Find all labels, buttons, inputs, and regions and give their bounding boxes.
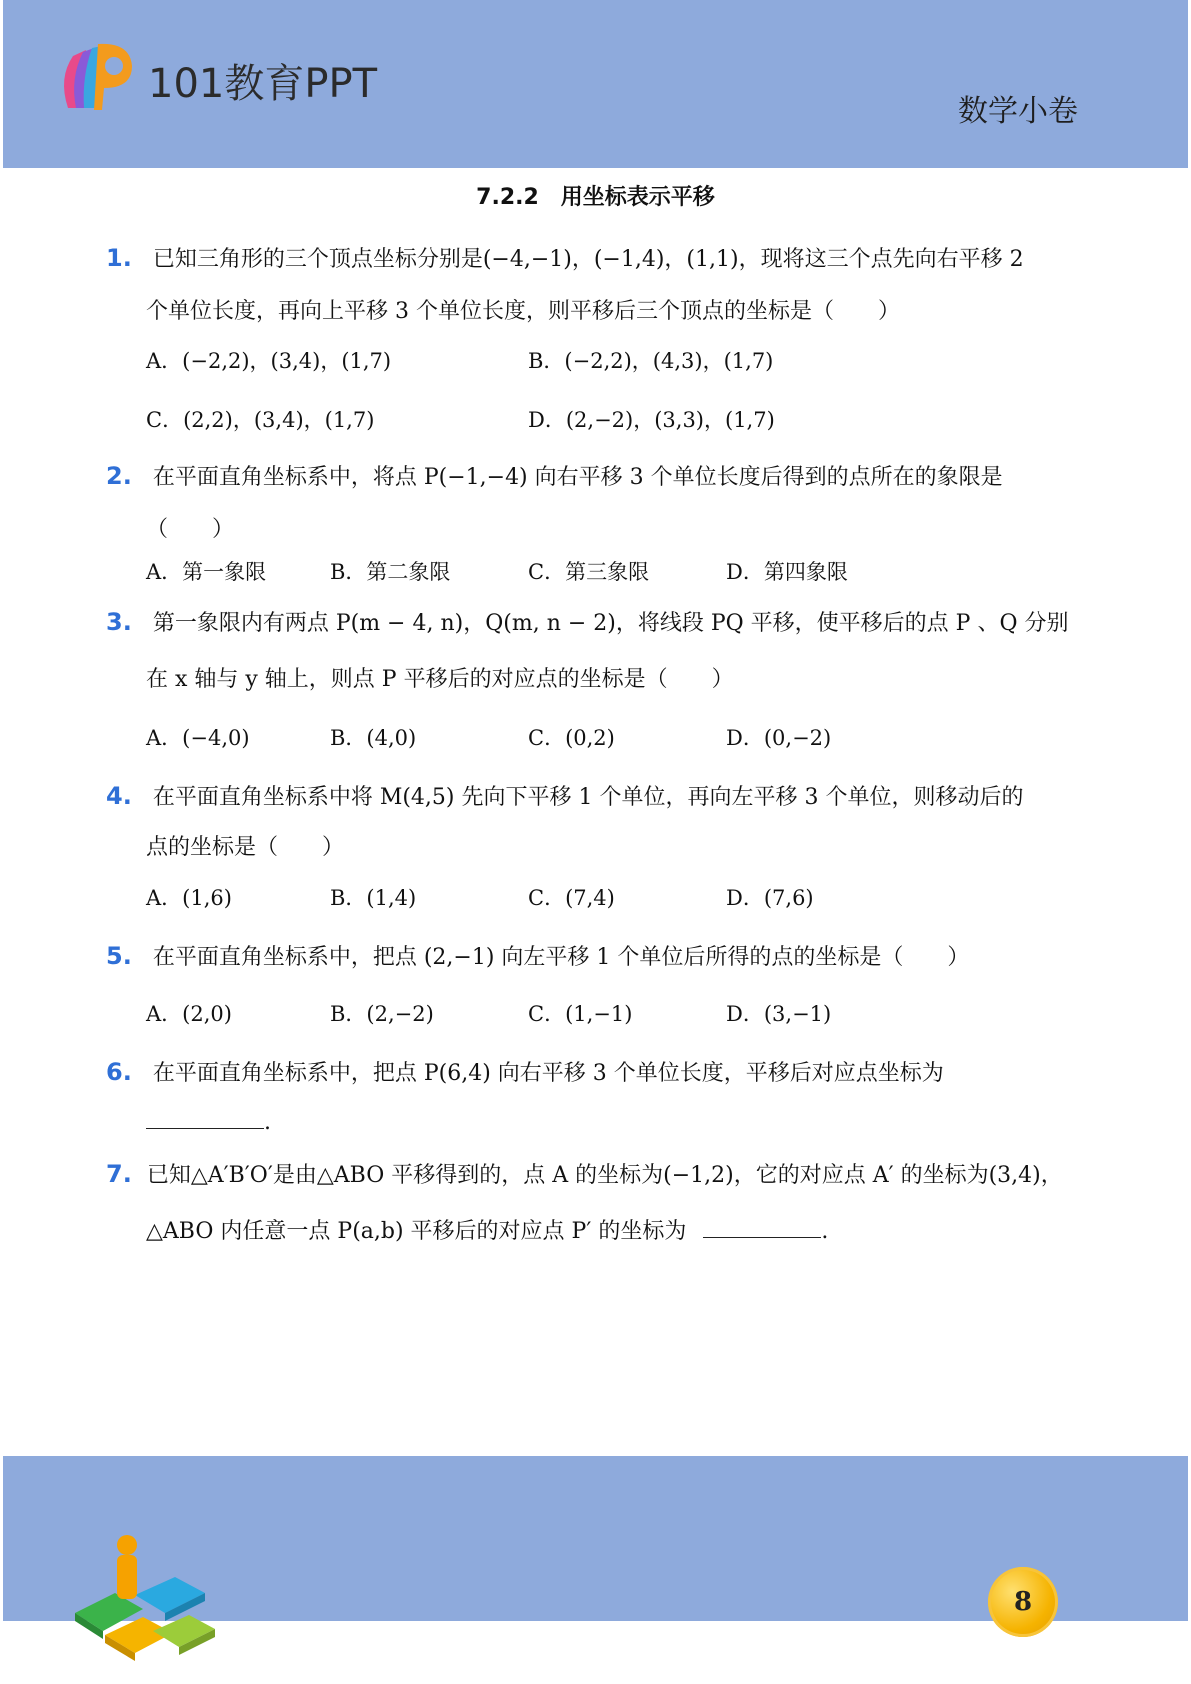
question-7	[106, 1158, 1063, 1189]
question-text: 在平面直角坐标系中，把点 P(6,4) 向右平移 3 个单位长度，平移后对应点坐标为	[152, 1061, 944, 1086]
question-5	[106, 940, 969, 971]
question-number: 3.	[106, 608, 132, 636]
option-b: B．(1,4)	[330, 886, 417, 910]
period: .	[821, 1219, 829, 1244]
paper-type-label: 数学小卷	[958, 94, 1078, 129]
option-a: A．(1,6)	[146, 886, 232, 910]
option-c: C．(2,2)，(3,4)，(1,7)	[146, 408, 375, 432]
option-b: B．(4,0)	[330, 726, 417, 750]
option-d: D．(0,−2)	[726, 726, 832, 750]
option-c: C．(7,4)	[528, 886, 615, 910]
question-text: 在平面直角坐标系中将 M(4,5) 先向下平移 1 个单位，再向左平移 3 个单位，则移动后的	[152, 785, 1024, 810]
question-text: 在 x 轴与 y 轴上，则点 P 平移后的对应点的坐标是（ ）	[146, 667, 734, 692]
question-text-line	[146, 1214, 828, 1245]
option-b: B．第二象限	[330, 560, 451, 584]
question-number: 7.	[106, 1160, 132, 1188]
question-text: 已知三角形的三个顶点坐标分别是(−4,−1)，(−1,4)，(1,1)，现将这三个点先向右平移 2	[152, 247, 1024, 272]
option-a: A．(2,0)	[146, 1002, 232, 1026]
option-d: D．(3,−1)	[726, 1002, 832, 1026]
option-d: D．(7,6)	[726, 886, 814, 910]
question-text: 在平面直角坐标系中，将点 P(−1,−4) 向右平移 3 个单位长度后得到的点所在的象限是	[152, 465, 1003, 490]
logo-text: 101教育PPT	[148, 61, 378, 107]
question-number: 4.	[106, 782, 132, 810]
page-header	[3, 0, 1188, 168]
question-number: 2.	[106, 462, 132, 490]
logo-p-icon	[58, 38, 138, 118]
question-text: 在平面直角坐标系中，把点 (2,−1) 向左平移 1 个单位后所得的点的坐标是（ ）	[152, 945, 970, 970]
option-a: A．(−4,0)	[146, 726, 250, 750]
period: .	[264, 1110, 271, 1135]
question-text: 个单位长度，再向上平移 3 个单位长度，则平移后三个顶点的坐标是（ ）	[146, 299, 900, 324]
question-1	[106, 242, 1024, 273]
question-number: 6.	[106, 1058, 132, 1086]
option-a: A．第一象限	[146, 560, 267, 584]
question-4	[106, 780, 1023, 811]
option-c: C．(1,−1)	[528, 1002, 633, 1026]
learner-cubes-icon	[65, 1535, 215, 1675]
question-number: 5.	[106, 942, 132, 970]
option-c: C．(0,2)	[528, 726, 615, 750]
question-text: 第一象限内有两点 P(m − 4, n)，Q(m, n − 2)，将线段 PQ 平移，使平移后的点 P 、Q 分别	[152, 611, 1069, 636]
question-text: 点的坐标是（ ）	[146, 835, 345, 860]
question-2	[106, 460, 1003, 491]
option-a: A．(−2,2)，(3,4)，(1,7)	[146, 349, 392, 373]
option-c: C．第三象限	[528, 560, 650, 584]
answer-blank[interactable]	[146, 1127, 264, 1129]
option-b: B．(−2,2)，(4,3)，(1,7)	[528, 349, 774, 373]
question-number: 1.	[106, 244, 132, 272]
page-number-badge: 8	[988, 1567, 1058, 1637]
option-d: D．第四象限	[726, 560, 848, 584]
question-text: （ ）	[146, 517, 235, 542]
question-6	[106, 1056, 944, 1087]
question-3	[106, 606, 1069, 637]
question-text: △ABO 内任意一点 P(a,b) 平移后的对应点 P′ 的坐标为	[146, 1219, 687, 1244]
option-b: B．(2,−2)	[330, 1002, 434, 1026]
answer-blank[interactable]	[703, 1236, 821, 1238]
page-title: 7.2.2 用坐标表示平移	[476, 185, 715, 210]
question-text: 已知△A′B′O′是由△ABO 平移得到的，点 A 的坐标为(−1,2)，它的对应点 A′ 的坐标为(3,4)，	[146, 1163, 1063, 1188]
option-d: D．(2,−2)，(3,3)，(1,7)	[528, 408, 775, 432]
answer-blank-line[interactable]	[146, 1110, 271, 1135]
